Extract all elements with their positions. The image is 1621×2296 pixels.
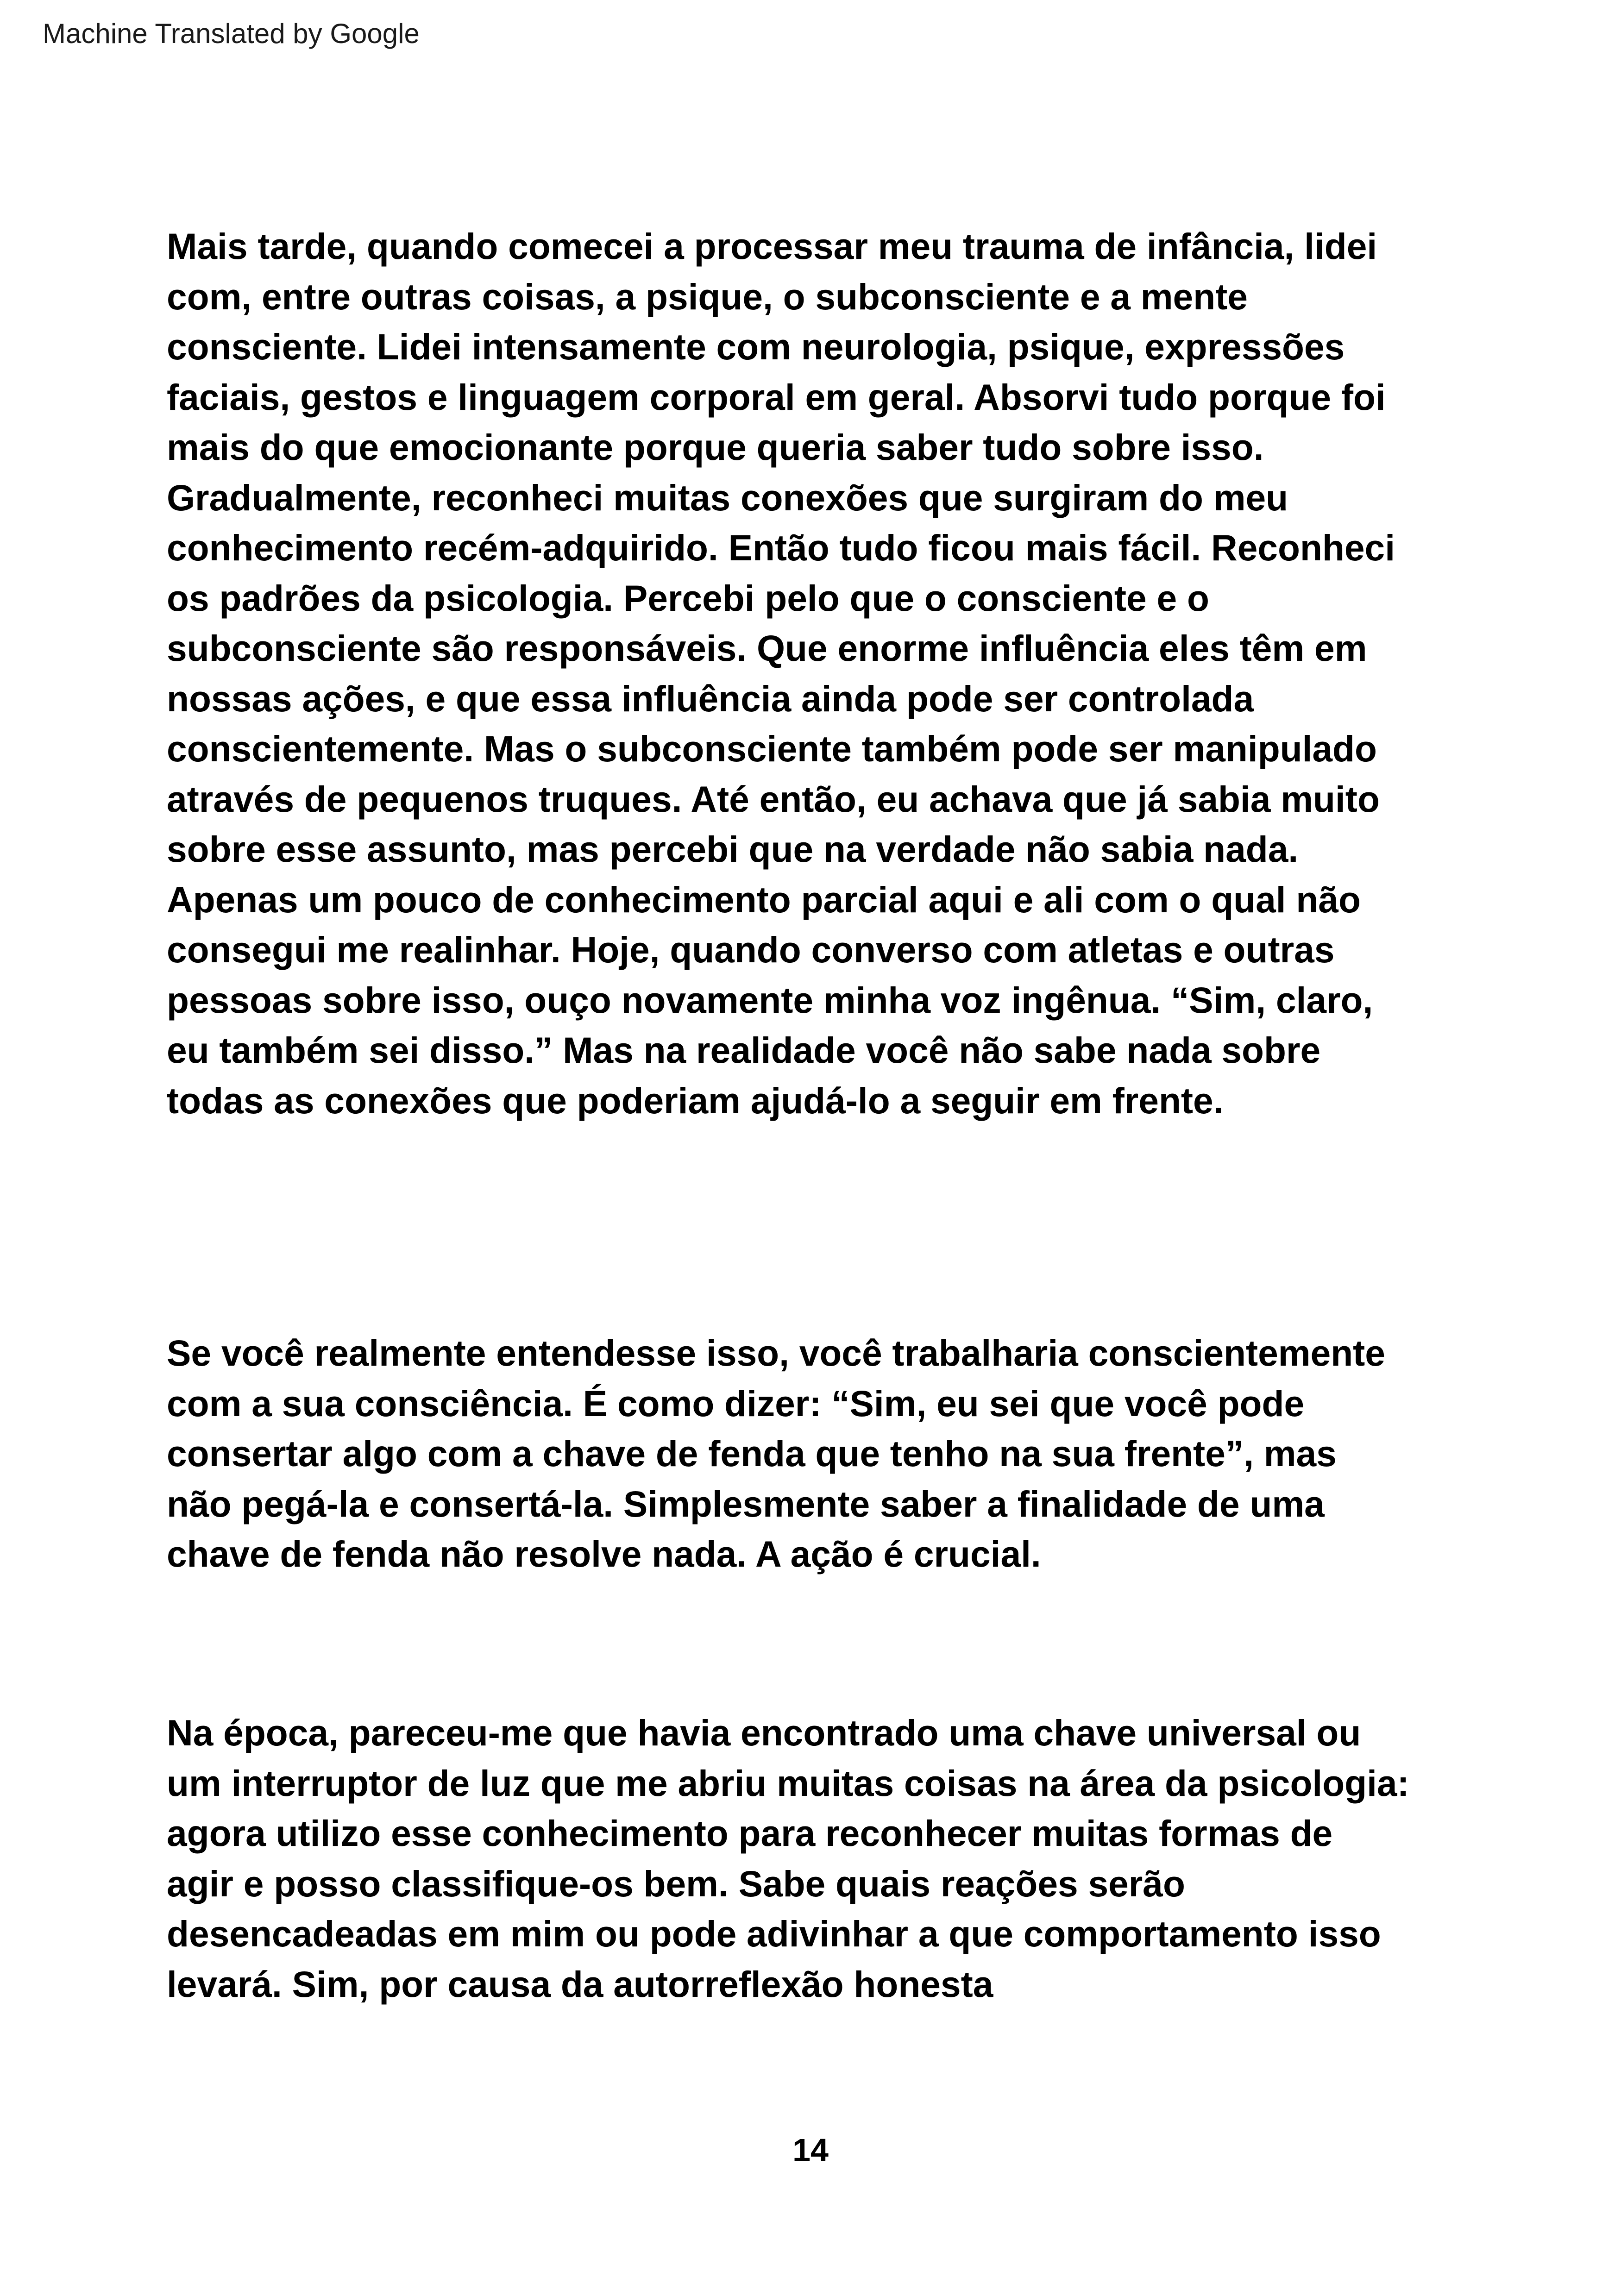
- text-line: desencadeadas em mim ou pode adivinhar a que comportamento isso: [167, 1913, 1381, 1954]
- text-line: não pegá-la e consertá-la. Simplesmente saber a finalidade de uma: [167, 1483, 1325, 1524]
- body-paragraph-1: [167, 221, 1510, 1126]
- text-line: eu também sei disso.” Mas na realidade você não sabe nada sobre: [167, 1030, 1321, 1071]
- body-paragraph-3: [167, 1708, 1510, 2009]
- text-line: Gradualmente, reconheci muitas conexões que surgiram do meu: [167, 477, 1288, 518]
- text-line: mais do que emocionante porque queria saber tudo sobre isso.: [167, 427, 1264, 468]
- text-line: agir e posso classifique-os bem. Sabe quais reações serão: [167, 1863, 1185, 1904]
- text-line: Mais tarde, quando comecei a processar meu trauma de infância, lidei: [167, 226, 1377, 267]
- text-line: pessoas sobre isso, ouço novamente minha voz ingênua. “Sim, claro,: [167, 979, 1373, 1021]
- text-line: levará. Sim, por causa da autorreflexão honesta: [167, 1964, 993, 2005]
- text-line: com a sua consciência. É como dizer: “Sim, eu sei que você pode: [167, 1383, 1305, 1424]
- text-line: consegui me realinhar. Hoje, quando converso com atletas e outras: [167, 929, 1335, 970]
- machine-translation-watermark: Machine Translated by Google: [43, 18, 420, 49]
- text-line: consertar algo com a chave de fenda que tenho na sua frente”, mas: [167, 1433, 1337, 1474]
- text-line: subconsciente são responsáveis. Que enorme influência eles têm em: [167, 628, 1367, 669]
- text-line: conhecimento recém-adquirido. Então tudo ficou mais fácil. Reconheci: [167, 527, 1395, 568]
- text-line: Na época, pareceu-me que havia encontrado uma chave universal ou: [167, 1713, 1361, 1753]
- text-line: todas as conexões que poderiam ajudá-lo a seguir em frente.: [167, 1080, 1224, 1121]
- text-line: nossas ações, e que essa influência ainda pode ser controlada: [167, 678, 1254, 719]
- text-line: através de pequenos truques. Até então, eu achava que já sabia muito: [167, 778, 1380, 820]
- text-line: conscientemente. Mas o subconsciente também pode ser manipulado: [167, 728, 1377, 769]
- text-line: Se você realmente entendesse isso, você trabalharia conscientemente: [167, 1333, 1385, 1374]
- text-line: os padrões da psicologia. Percebi pelo que o consciente e o: [167, 577, 1209, 619]
- text-line: agora utilizo esse conhecimento para reconhecer muitas formas de: [167, 1813, 1333, 1854]
- text-line: um interruptor de luz que me abriu muitas coisas na área da psicologia:: [167, 1763, 1409, 1804]
- body-paragraph-2: [167, 1328, 1510, 1580]
- text-line: Apenas um pouco de conhecimento parcial aqui e ali com o qual não: [167, 879, 1361, 920]
- text-line: faciais, gestos e linguagem corporal em geral. Absorvi tudo porque foi: [167, 376, 1386, 418]
- page-number: 14: [792, 2132, 829, 2168]
- text-line: sobre esse assunto, mas percebi que na verdade não sabia nada.: [167, 829, 1299, 870]
- text-line: consciente. Lidei intensamente com neurologia, psique, expressões: [167, 326, 1345, 367]
- text-line: com, entre outras coisas, a psique, o subconsciente e a mente: [167, 276, 1248, 317]
- text-line: chave de fenda não resolve nada. A ação é crucial.: [167, 1534, 1041, 1575]
